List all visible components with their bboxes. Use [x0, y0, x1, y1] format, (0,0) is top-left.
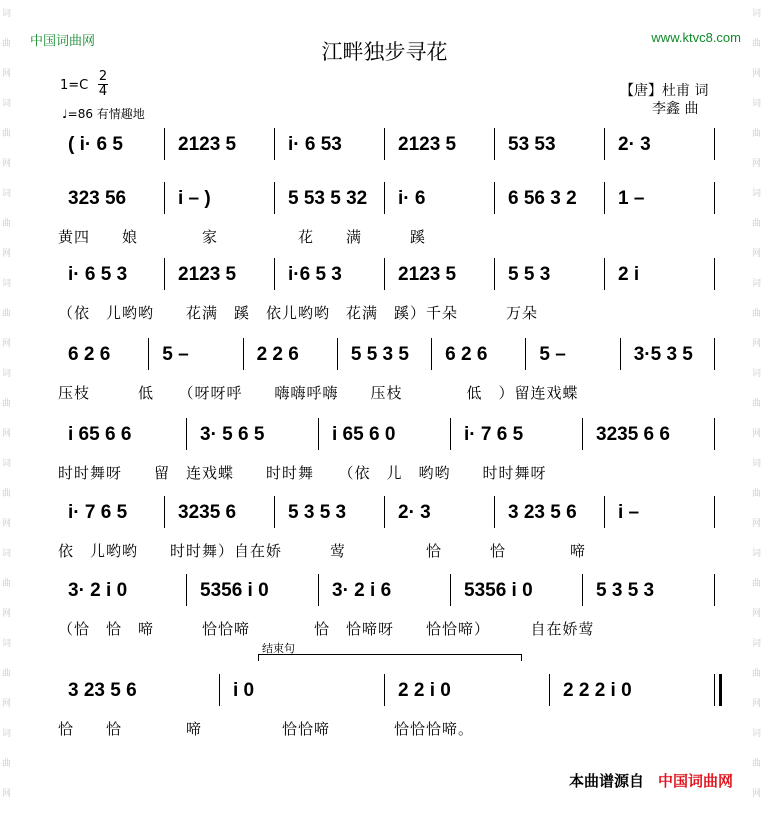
bar-line	[318, 418, 319, 450]
source-brand[interactable]: 中国词曲网	[657, 772, 733, 790]
watermark-char: 网	[2, 519, 12, 529]
lyrics-line: 黄四 娘 家 花 满 蹊	[58, 228, 427, 246]
bar-line	[164, 496, 165, 528]
watermark-char: 网	[752, 519, 762, 529]
measure-notes: 2123 5	[398, 264, 457, 285]
watermark-char: 曲	[752, 129, 762, 139]
lyrics-line: 依 儿哟哟 时时舞）自在娇 莺 恰 恰 啼	[58, 542, 587, 560]
measure-notes: i –	[618, 502, 640, 523]
watermark-char: 词	[2, 729, 12, 739]
lyrics-line: 压枝 低 （呀呀呼 嗨嗨呼嗨 压枝 低 ）留连戏蝶	[58, 384, 579, 402]
watermark-char: 网	[752, 699, 762, 709]
watermark-char: 词	[2, 9, 12, 19]
measure-notes: 5 –	[539, 344, 566, 365]
score-row	[58, 338, 718, 378]
measure-notes: i· 6	[398, 188, 426, 209]
bar-line	[604, 182, 605, 214]
watermark-char: 曲	[752, 669, 762, 679]
bar-line	[714, 258, 715, 290]
score-row	[58, 674, 718, 714]
measure-notes: i· 7 6 5	[464, 424, 524, 445]
key-signature: 1=C	[60, 78, 89, 93]
bar-line	[274, 128, 275, 160]
bar-line	[582, 418, 583, 450]
bar-line	[431, 338, 432, 370]
lyrics-line: （依 儿哟哟 花满 蹊 依儿哟哟 花满 蹊）千朵 万朵	[58, 304, 539, 322]
watermark-char: 词	[2, 639, 12, 649]
watermark-char: 曲	[752, 219, 762, 229]
composer-credit: 李鑫 曲	[652, 101, 699, 117]
watermark-char: 曲	[752, 399, 762, 409]
measure-notes: 3· 2 i 0	[68, 580, 128, 601]
source-footer	[569, 770, 733, 791]
bar-line	[384, 258, 385, 290]
bar-line	[148, 338, 149, 370]
lyrics-line: 时时舞呀 留 连戏蝶 时时舞 （依 儿 哟哟 时时舞呀	[58, 464, 547, 482]
bar-line	[164, 258, 165, 290]
watermark-char: 词	[2, 189, 12, 199]
bar-line	[714, 182, 715, 214]
bar-line	[714, 496, 715, 528]
site-url[interactable]: www.ktvc8.com	[651, 30, 741, 45]
measure-notes: 6 2 6	[68, 344, 111, 365]
measure-notes: 323 56	[68, 188, 127, 209]
tempo-marking: ♩=86 有情趣地	[62, 107, 145, 121]
bar-line	[384, 674, 385, 706]
score-row	[58, 182, 718, 222]
watermark-char: 曲	[2, 399, 12, 409]
watermark-char: 词	[2, 459, 12, 469]
measure-notes: 3· 2 i 6	[332, 580, 392, 601]
measure-notes: 2 2 6	[256, 344, 299, 365]
measure-notes: ( i· 6 5	[68, 134, 123, 155]
watermark-char: 词	[2, 549, 12, 559]
bar-line	[274, 182, 275, 214]
measure-notes: i 0	[233, 680, 255, 701]
bar-line	[549, 674, 550, 706]
bar-line	[318, 574, 319, 606]
watermark-char: 词	[752, 639, 762, 649]
measure-notes: 2 2 2 i 0	[563, 680, 632, 701]
bar-line	[714, 128, 715, 160]
site-name-left[interactable]: 中国词曲网	[30, 34, 96, 49]
measure-notes: 6 56 3 2	[508, 188, 577, 209]
measure-notes: i 65 6 6	[68, 424, 132, 445]
watermark-char: 词	[752, 189, 762, 199]
measure-notes: 5 –	[162, 344, 189, 365]
measure-notes: i· 6 5 3	[68, 264, 128, 285]
watermark-char: 词	[752, 459, 762, 469]
bar-line	[582, 574, 583, 606]
score-row	[58, 496, 718, 536]
watermark-char: 网	[2, 429, 12, 439]
bar-line	[494, 128, 495, 160]
watermark-char: 网	[752, 69, 762, 79]
measure-notes: 3235 6	[178, 502, 237, 523]
watermark-char: 曲	[2, 309, 12, 319]
time-signature: 2 4	[98, 69, 108, 99]
ending-bracket	[258, 654, 522, 661]
watermark-char: 曲	[2, 579, 12, 589]
measure-notes: 53 53	[508, 134, 556, 155]
measure-notes: 2· 3	[618, 134, 651, 155]
measure-notes: 3 23 5 6	[68, 680, 137, 701]
bar-line	[274, 258, 275, 290]
measure-notes: 5 3 5 3	[288, 502, 347, 523]
watermark-char: 曲	[2, 39, 12, 49]
bar-line	[450, 574, 451, 606]
watermark-char: 网	[752, 339, 762, 349]
song-title: 江畔独步寻花	[321, 40, 448, 64]
bar-line	[494, 496, 495, 528]
measure-notes: 3235 6 6	[596, 424, 670, 445]
bar-line	[525, 338, 526, 370]
watermark-char: 网	[752, 249, 762, 259]
lyrics-line: 恰 恰 啼 恰恰啼 恰恰恰啼。	[58, 720, 475, 738]
measure-notes: 2 i	[618, 264, 640, 285]
measure-notes: i· 7 6 5	[68, 502, 128, 523]
score-row	[58, 418, 718, 458]
watermark-char: 网	[752, 159, 762, 169]
lyrics-line: （恰 恰 啼 恰恰啼 恰 恰啼呀 恰恰啼） 自在娇莺	[58, 620, 595, 638]
measure-notes: 5 3 5 3	[596, 580, 655, 601]
bar-line	[714, 674, 722, 706]
watermark-char: 词	[752, 9, 762, 19]
score-row	[58, 258, 718, 298]
bar-line	[164, 182, 165, 214]
watermark-char: 曲	[752, 579, 762, 589]
measure-notes: i – )	[178, 188, 211, 209]
watermark-char: 词	[752, 729, 762, 739]
bar-line	[620, 338, 621, 370]
watermark-char: 网	[2, 159, 12, 169]
watermark-char: 词	[752, 99, 762, 109]
measure-notes: 5 53 5 32	[288, 188, 368, 209]
watermark-char: 网	[2, 609, 12, 619]
measure-notes: 2· 3	[398, 502, 431, 523]
watermark-char: 词	[752, 279, 762, 289]
watermark-char: 曲	[752, 759, 762, 769]
watermark-char: 曲	[752, 489, 762, 499]
measure-notes: 1 –	[618, 188, 645, 209]
watermark-char: 曲	[2, 129, 12, 139]
bar-line	[714, 338, 715, 370]
watermark-char: 网	[2, 249, 12, 259]
watermark-char: 网	[752, 789, 762, 799]
bar-line	[384, 128, 385, 160]
watermark-char: 网	[2, 789, 12, 799]
measure-notes: 6 2 6	[445, 344, 488, 365]
watermark-char: 词	[2, 99, 12, 109]
bar-line	[494, 258, 495, 290]
bar-line	[450, 418, 451, 450]
bar-line	[384, 182, 385, 214]
watermark-char: 网	[752, 609, 762, 619]
score-row	[58, 574, 718, 614]
bar-line	[186, 418, 187, 450]
lyricist-credit: 【唐】杜甫 词	[620, 83, 709, 99]
bar-line	[164, 128, 165, 160]
bar-line	[604, 496, 605, 528]
bar-line	[219, 674, 220, 706]
measure-notes: 5 5 3	[508, 264, 551, 285]
ending-label: 结束句	[262, 642, 295, 655]
watermark-char: 曲	[2, 219, 12, 229]
watermark-char: 曲	[752, 39, 762, 49]
source-label: 本曲谱源自	[568, 772, 644, 790]
measure-notes: 2123 5	[178, 264, 237, 285]
watermark-char: 曲	[2, 759, 12, 769]
measure-notes: i· 6 53	[288, 134, 342, 155]
watermark-char: 词	[2, 279, 12, 289]
bar-line	[243, 338, 244, 370]
bar-line	[714, 418, 715, 450]
measure-notes: 2123 5	[398, 134, 457, 155]
watermark-char: 曲	[752, 309, 762, 319]
watermark-char: 曲	[2, 669, 12, 679]
score-row	[58, 128, 718, 168]
measure-notes: 5356 i 0	[464, 580, 533, 601]
measure-notes: 5356 i 0	[200, 580, 269, 601]
watermark-right	[752, 0, 766, 818]
measure-notes: i 65 6 0	[332, 424, 396, 445]
watermark-char: 网	[2, 699, 12, 709]
measure-notes: 3 23 5 6	[508, 502, 577, 523]
measure-notes: 5 5 3 5	[350, 344, 409, 365]
bar-line	[494, 182, 495, 214]
bar-line	[714, 574, 715, 606]
watermark-char: 词	[752, 369, 762, 379]
bar-line	[274, 496, 275, 528]
bar-line	[604, 258, 605, 290]
watermark-char: 网	[752, 429, 762, 439]
measure-notes: 2 2 i 0	[398, 680, 451, 701]
bar-line	[604, 128, 605, 160]
bar-line	[384, 496, 385, 528]
measure-notes: 2123 5	[178, 134, 237, 155]
watermark-char: 曲	[2, 489, 12, 499]
measure-notes: 3· 5 6 5	[200, 424, 265, 445]
watermark-char: 网	[2, 339, 12, 349]
watermark-left	[2, 0, 16, 818]
watermark-char: 词	[752, 549, 762, 559]
bar-line	[186, 574, 187, 606]
measure-notes: i·6 5 3	[288, 264, 342, 285]
bar-line	[337, 338, 338, 370]
watermark-char: 词	[2, 369, 12, 379]
measure-notes: 3·5 3 5	[633, 344, 693, 365]
watermark-char: 网	[2, 69, 12, 79]
